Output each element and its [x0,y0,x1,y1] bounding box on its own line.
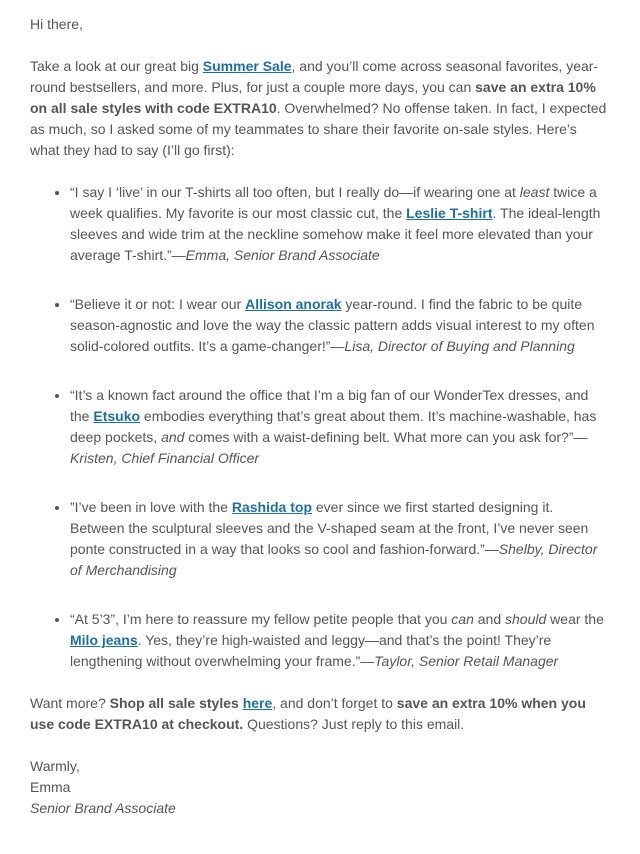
list-item [70,497,610,581]
quote-text: ”I’ve been in love with the [70,499,232,515]
promo-code-callout: save an extra 10% on all sale styles with code EXTRA10 [30,79,596,116]
summer-sale-link[interactable]: Summer Sale [202,58,292,74]
signoff-title-text: Senior Brand Associate [30,800,176,816]
quote-text: comes with a waist-defining belt. What more can you ask for?”— [184,429,588,445]
quote-text: embodies everything that’s great about them. It’s machine-washable, has deep pockets, [70,408,597,445]
intro-paragraph [30,56,610,161]
signoff-name: Emma [30,779,71,795]
milo-jeans-link[interactable]: Milo jeans [70,632,138,648]
etsuko-link[interactable]: Etsuko [93,408,141,424]
quote-text: twice a week qualifies. My favorite is our most classic cut, the [70,184,597,221]
quote-text: ever since we first started designing it. Between the sculptural sleeves and the V-shaped seam at the front, I’ve never seen ponte constructed in a way that looks so cool and fashion-forward.”— [70,499,589,557]
quote-text: . The ideal-length sleeves and wide trim at the neckline somehow make it feel more elevated than your average T-shirt.”— [70,205,601,263]
closing-text: , and don’t forget to [272,695,397,711]
leslie-tshirt-link[interactable]: Leslie T-shirt [406,205,493,221]
shop-all-sale-link[interactable]: here [242,695,273,711]
quote-text: “Believe it or not: I wear our [70,296,246,312]
closing-text: Want more? [30,695,110,711]
quote-text: wear the [546,611,604,627]
quote-emphasis: should [505,611,547,627]
list-item [70,294,610,357]
signoff [30,756,610,819]
intro-text: Take a look at our great big [30,58,203,74]
rashida-top-link[interactable]: Rashida top [231,499,312,515]
list-item [70,182,610,266]
quote-text: and [473,611,506,627]
staff-picks-list [30,182,610,672]
quote-text: “I say I ‘live’ in our T-shirts all too often, but I really do—if wearing one at [70,184,520,200]
quote-text: . Yes, they’re high-waisted and leggy—and that’s the point! They’re lengthening without overwhelming your frame.”— [70,632,552,669]
quote-text: year-round. I find the fabric to be quite season-agnostic and love the way the classic pattern adds visual interest to my often solid-colored outfits. It’s a game-changer!”— [70,296,595,354]
quote-text: “At 5’3”, I’m here to reassure my fellow petite people that you [70,611,452,627]
greeting: Hi there, [30,16,83,32]
closing-paragraph [30,693,610,735]
closing-text: Questions? Just reply to this email. [243,716,465,732]
shop-callout: Shop all sale styles [109,695,243,711]
quote-author: Taylor, Senior Retail Manager [374,653,559,669]
quote-author: Shelby, Director of Merchandising [70,541,598,578]
quote-emphasis: can [451,611,474,627]
list-item [70,385,610,469]
quote-author: Emma, Senior Brand Associate [185,247,380,263]
list-item [70,609,610,672]
promo-code-callout: save an extra 10% when you use code EXTRA10 at checkout. [30,695,586,732]
quote-emphasis: and [161,429,185,445]
intro-text: . Overwhelmed? No offense taken. In fact, I expected as much, so I asked some of my teammates to share their favorite on-sale styles. Here’s what they had to say (I’ll go first): [30,100,607,158]
quote-author: Kristen, Chief Financial Officer [70,450,260,466]
quote-text: “It’s a known fact around the office that I’m a big fan of our WonderTex dresses, and the [70,387,589,424]
signoff-line: Warmly, [30,758,80,774]
signoff-title [30,798,610,819]
intro-text: , and you’ll come across seasonal favorites, year-round bestsellers, and more. Plus, for just a couple more days, you can [30,58,599,95]
quote-author: Lisa, Director of Buying and Planning [344,338,575,354]
quote-emphasis: least [519,184,550,200]
allison-anorak-link[interactable]: Allison anorak [245,296,342,312]
